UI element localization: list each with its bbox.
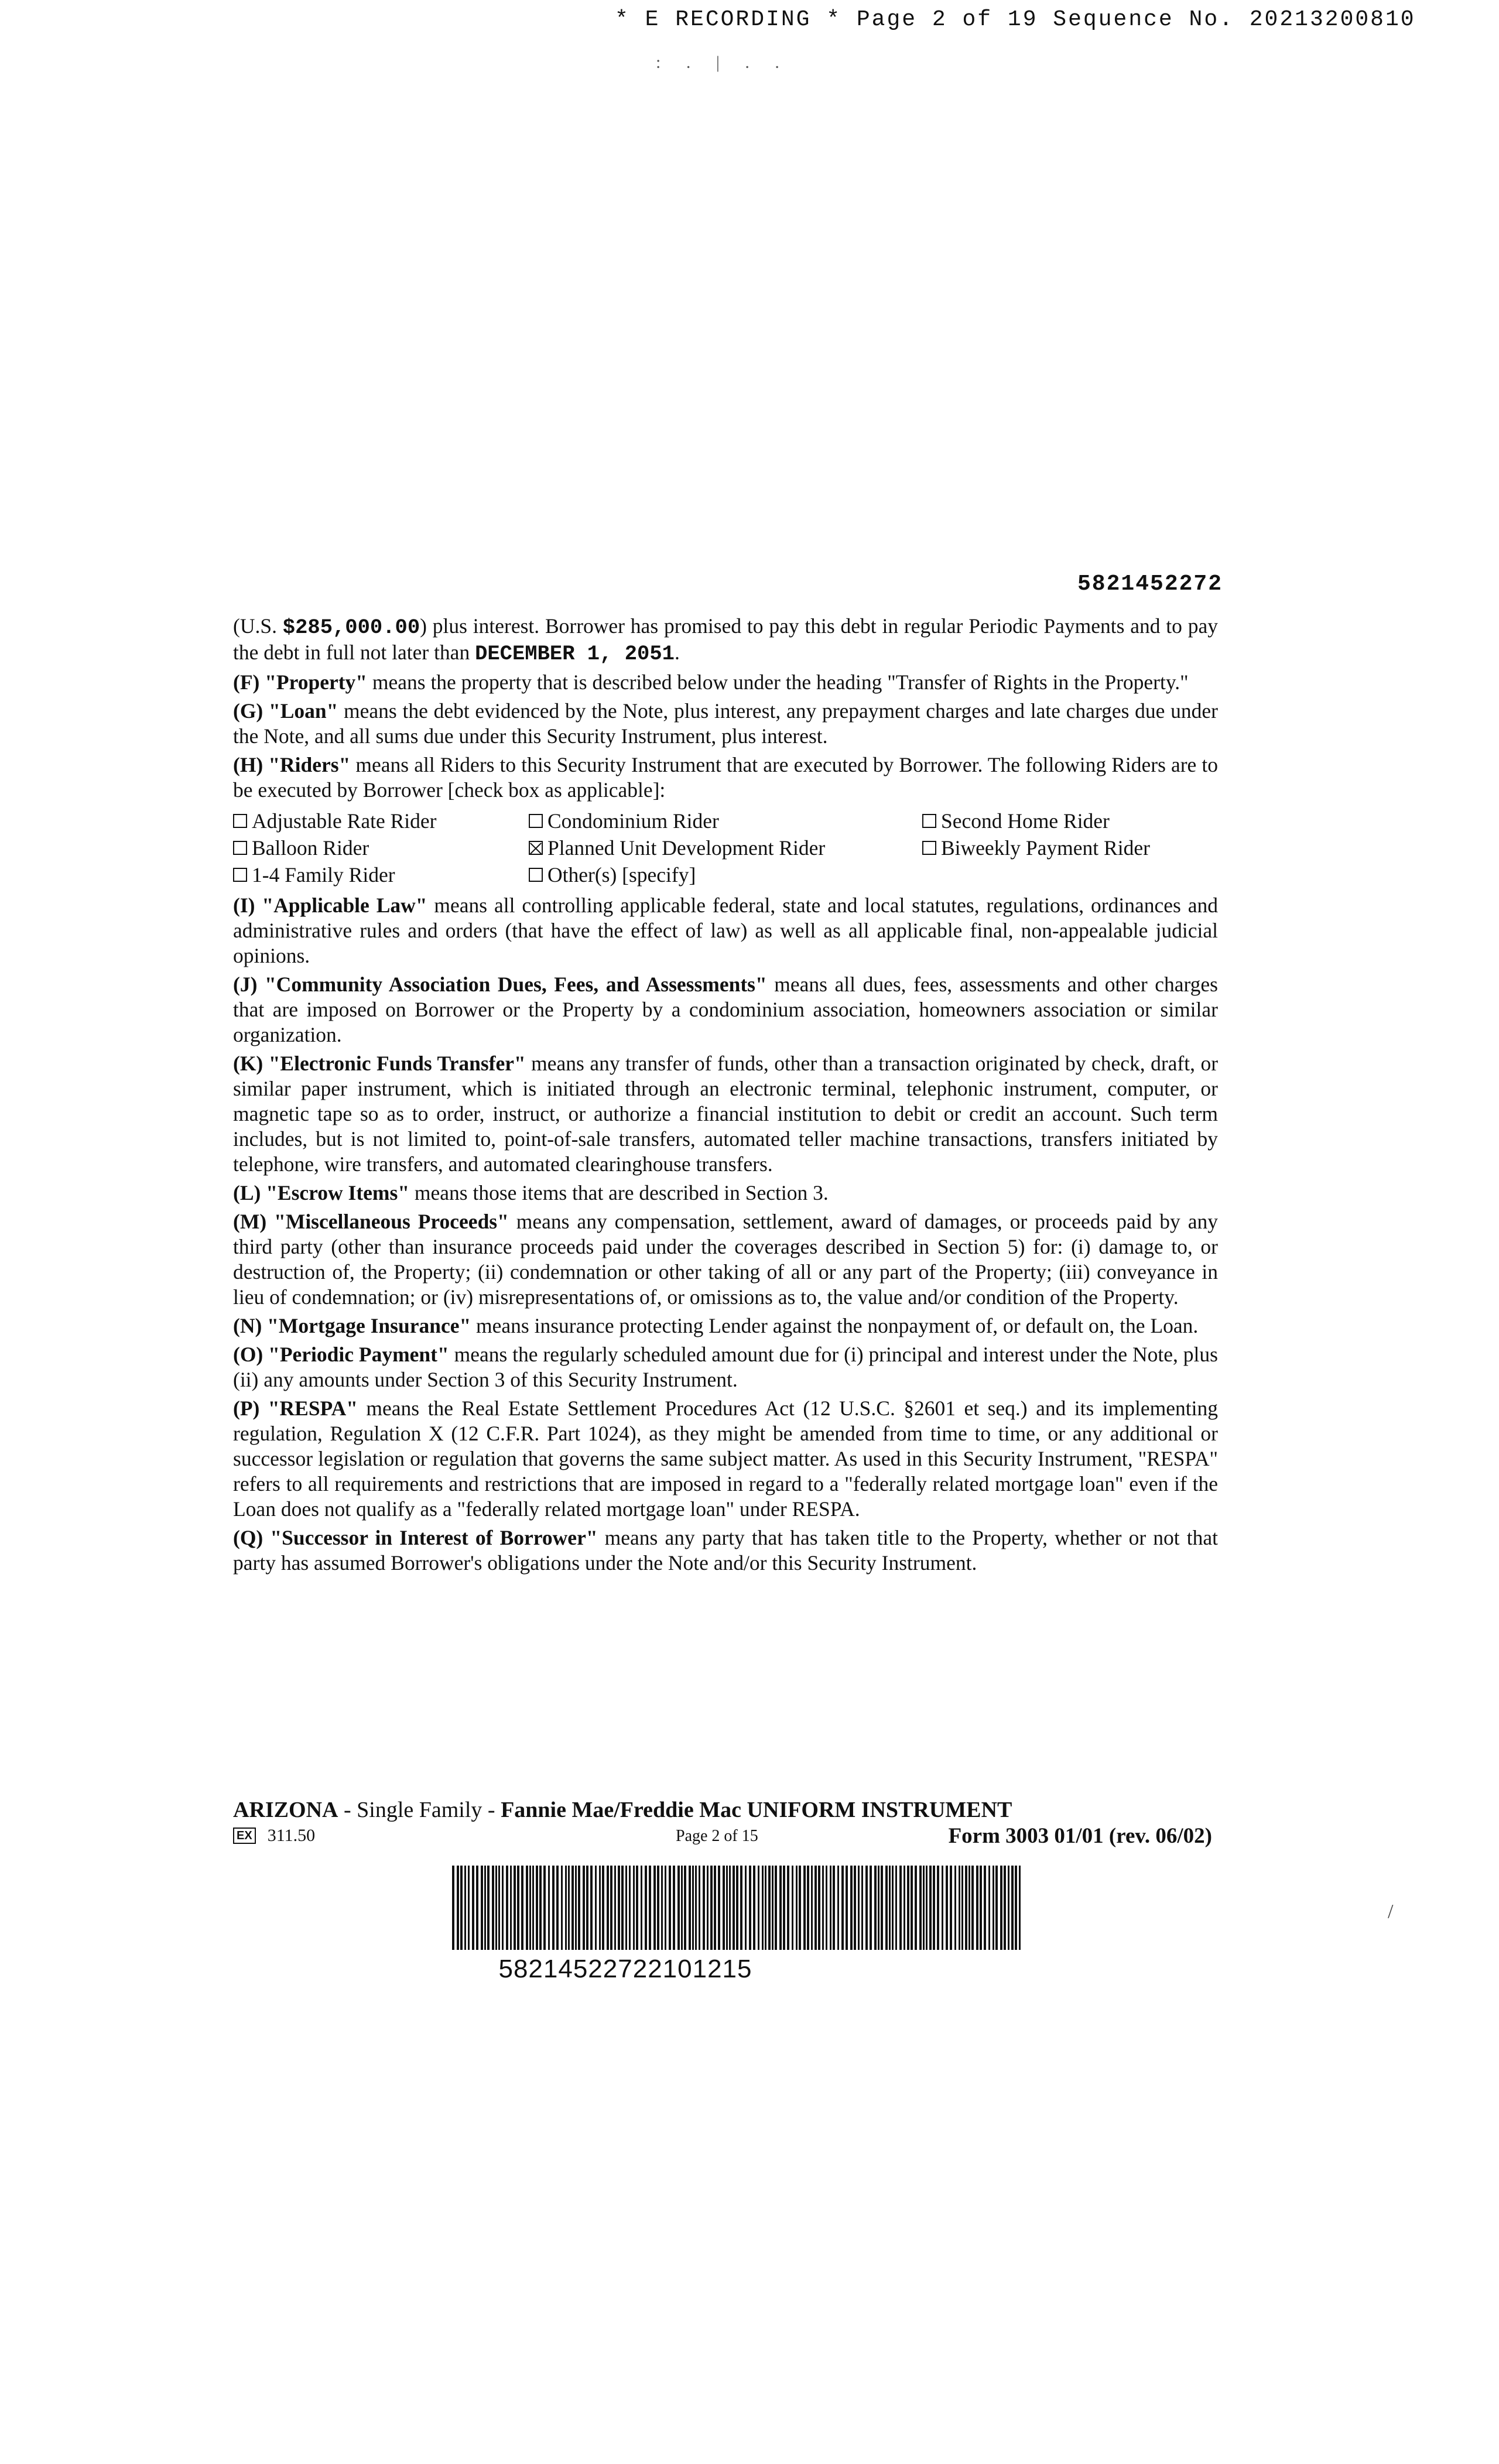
checkbox-icon[interactable] [529,868,543,882]
term-text: means all dues, fees, assessments and other charges that are imposed on Borrower or the Property by a condominium association, homeowners association or similar organization. [233,973,1219,1046]
rider-label: Planned Unit Development Rider [547,836,826,860]
term-label: (H) "Riders" [233,753,351,776]
checkbox-icon[interactable] [233,868,247,882]
rider-label: Other(s) [specify] [547,863,696,887]
term-label: (P) "RESPA" [233,1397,358,1420]
term-label: (N) "Mortgage Insurance" [233,1314,471,1337]
term-label: (I) "Applicable Law" [233,894,427,917]
term-label: (K) "Electronic Funds Transfer" [233,1052,526,1075]
form-footer [233,1796,1218,1850]
checkbox-icon[interactable] [233,814,247,828]
amount-suffix: . [674,641,680,664]
term-text: means the property that is described below under the heading "Transfer of Rights in the Property." [367,670,1189,694]
paragraph-O [233,1342,1218,1392]
paragraph-P [233,1396,1218,1522]
paragraph-K [233,1051,1218,1177]
riders-checklist [233,807,1218,888]
paragraph-F [233,670,1218,695]
rider-second-home[interactable] [922,807,1218,834]
paragraph-N [233,1313,1218,1339]
barcode-number: 58214522722101215 [498,1955,752,1983]
paragraph-I [233,893,1218,969]
form-number: Form 3003 01/01 (rev. 06/02) [948,1824,1212,1848]
rider-label: Biweekly Payment Rider [941,836,1150,860]
paragraph-H [233,752,1218,803]
paragraph-Q [233,1525,1218,1576]
checkbox-icon[interactable] [233,841,247,855]
checked-checkbox-icon[interactable] [529,841,543,855]
term-text: means all controlling applicable federal, state and local statutes, regulations, ordinances and administrative rules and orders (that have the effect of law) as well as all applicable final, non-appealable judicial opinions. [233,894,1218,967]
term-text: means insurance protecting Lender against the nonpayment of, or default on, the Loan. [471,1314,1199,1337]
stray-mark: / [1388,1901,1394,1922]
rider-condominium[interactable] [529,807,922,834]
barcode-icon [450,1866,1024,1950]
rider-1-4-family[interactable] [233,861,529,888]
checkbox-icon[interactable] [922,814,936,828]
footer-state: ARIZONA [233,1798,338,1822]
document-barcode [450,1866,1024,1984]
term-text: means the Real Estate Settlement Procedures Act (12 U.S.C. §2601 et seq.) and its implementing regulation, Regulation X (12 C.F.R. Part 1024), as they might be amended from time to time, or any additional or successor legislation or regulation that governs the same subject matter. As used in this Security Instrument, "RESPA" refers to all requirements and restrictions that are imposed in regard to a "federally related mortgage loan" even if the Loan does not qualify as a "federally related mortgage loan" under RESPA. [233,1397,1218,1521]
rider-label: Condominium Rider [547,809,719,833]
form-vendor-logo-icon: EX [233,1828,256,1844]
paragraph-J [233,972,1218,1048]
footer-title [233,1796,1218,1823]
footer-row [233,1823,1218,1850]
rider-balloon[interactable] [233,834,529,861]
footer-instrument: Fannie Mae/Freddie Mac UNIFORM INSTRUMENT [501,1798,1012,1822]
term-text: means those items that are described in Section 3. [409,1181,829,1204]
term-text: means any party that has taken title to the Property, whether or not that party has assumed Borrower's obligations under the Note and/or this Security Instrument. [233,1526,1218,1575]
term-label: (M) "Miscellaneous Proceeds" [233,1210,509,1233]
term-text: means any compensation, settlement, award of damages, or proceeds paid by any third party (other than insurance proceeds paid under the coverages described in Section 5) for: (i) damage to, or destruction of, the Property; (ii) condemnation or other taking of all or any part of the Property; (iii) conveyance in lieu of condemnation; or (iv) misrepresentations of, or omissions as to, the value and/or condition of the Property. [233,1210,1218,1309]
term-label: (O) "Periodic Payment" [233,1343,449,1366]
rider-biweekly-payment[interactable] [922,834,1218,861]
term-label: (Q) "Successor in Interest of Borrower" [233,1526,598,1549]
maturity-date: DECEMBER 1, 2051 [475,642,675,666]
recording-header: * E RECORDING * Page 2 of 19 Sequence No. 20213200810 [615,7,1416,32]
amount-prefix: (U.S. [233,614,283,638]
term-text: means the debt evidenced by the Note, plus interest, any prepayment charges and late charges due under the Note, and all sums due under this Security Instrument, plus interest. [233,699,1218,748]
checkbox-icon[interactable] [529,814,543,828]
scan-specks: : . | . . [656,53,790,72]
paragraph-M [233,1209,1218,1310]
paragraph-amount [233,614,1218,666]
rider-label: Adjustable Rate Rider [252,809,437,833]
term-text: means all Riders to this Security Instrument that are executed by Borrower. The following Riders are to be executed by Borrower [check box as applicable]: [233,753,1219,802]
footer-page-label: Page 2 of 15 [676,1827,758,1845]
term-label: (J) "Community Association Dues, Fees, and Assessments" [233,973,767,996]
rider-label: 1-4 Family Rider [252,863,395,887]
amount-text: ) plus interest. Borrower has promised to pay this debt in regular Periodic Payments and to pay the debt in full not later than [233,614,1218,664]
rider-other[interactable] [529,861,922,888]
term-label: (F) "Property" [233,670,367,694]
term-label: (G) "Loan" [233,699,338,723]
footer-type: - Single Family - [338,1798,501,1822]
rider-label: Balloon Rider [252,836,369,860]
paragraph-L [233,1180,1218,1206]
term-label: (L) "Escrow Items" [233,1181,410,1204]
form-code: 311.50 [267,1826,316,1845]
paragraph-G [233,699,1218,749]
document-body [233,614,1218,1579]
loan-number: 5821452272 [1077,571,1223,597]
checkbox-icon[interactable] [922,841,936,855]
rider-label: Second Home Rider [941,809,1110,833]
footer-left [233,1826,315,1846]
loan-amount: $285,000.00 [282,615,420,639]
term-text: means the regularly scheduled amount due for (i) principal and interest under the Note, plus (ii) any amounts under Section 3 of this Security Instrument. [233,1343,1218,1391]
rider-planned-unit-development[interactable] [529,834,922,861]
rider-adjustable-rate[interactable] [233,807,529,834]
term-text: means any transfer of funds, other than a transaction originated by check, draft, or similar paper instrument, which is initiated through an electronic terminal, telephonic instrument, computer, or magnetic tape so as to order, instruct, or authorize a financial institution to debit or credit an account. Such term includes, but is not limited to, point-of-sale transfers, automated teller machine transactions, transfers initiated by telephone, wire transfers, and automated clearinghouse transfers. [233,1052,1219,1176]
